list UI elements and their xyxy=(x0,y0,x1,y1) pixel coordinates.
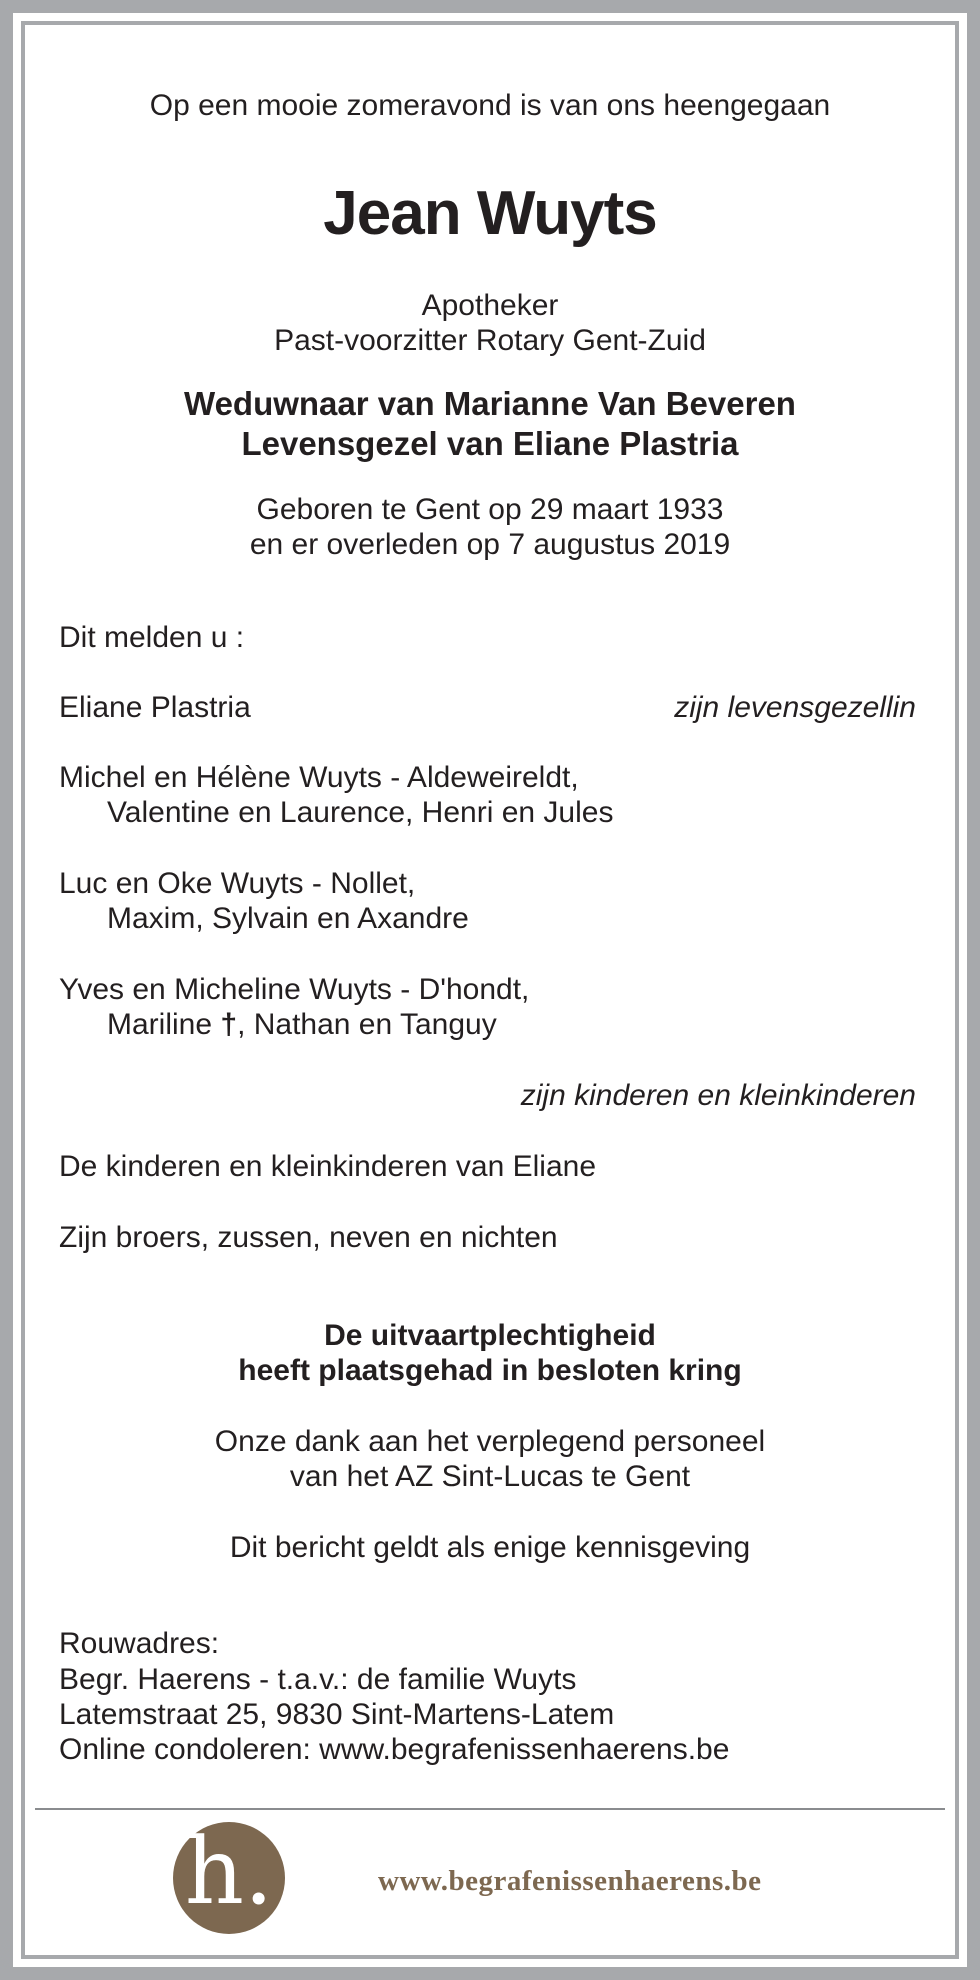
cross-icon: † xyxy=(220,1008,238,1041)
death-date: en er overleden op 7 augustus 2019 xyxy=(249,528,731,561)
thanks-line-1: Onze dank aan het verplegend personeel xyxy=(214,1425,766,1458)
address-line-3[interactable]: Online condoleren: www.begrafenissenhaerens.be xyxy=(59,1733,730,1766)
grandchild-name: Mariline xyxy=(107,1008,213,1041)
title-rotary: Past-voorzitter Rotary Gent-Zuid xyxy=(274,324,706,357)
address-line-2: Latemstraat 25, 9830 Sint-Martens-Latem xyxy=(59,1698,615,1731)
families-role: zijn kinderen en kleinkinderen xyxy=(520,1079,916,1112)
notice-text: Dit bericht geldt als enige kennisgeving xyxy=(229,1531,751,1564)
intro-text: Op een mooie zomeravond is van ons heengegaan xyxy=(149,89,831,122)
title-profession: Apotheker xyxy=(421,289,559,322)
family-1-grandchildren: Valentine en Laurence, Henri en Jules xyxy=(107,796,614,829)
address-label: Rouwadres: xyxy=(59,1627,220,1660)
family-1-parents: Michel en Hélène Wuyts - Aldeweireldt, xyxy=(59,761,579,794)
logo-letter: h. xyxy=(184,1818,274,1925)
footer-divider xyxy=(35,1808,945,1810)
announce-label: Dit melden u : xyxy=(59,621,245,654)
grandchildren-rest: , Nathan en Tanguy xyxy=(237,1008,497,1041)
family-2-parents: Luc en Oke Wuyts - Nollet, xyxy=(59,867,416,900)
funeral-line-1: De uitvaartplechtigheid xyxy=(324,1319,656,1352)
thanks-line-2: van het AZ Sint-Lucas te Gent xyxy=(289,1460,691,1493)
partner-name: Eliane Plastria xyxy=(59,691,251,724)
family-3-grandchildren xyxy=(59,1007,497,1043)
address-line-1: Begr. Haerens - t.a.v.: de familie Wuyts xyxy=(59,1663,577,1696)
birth-date: Geboren te Gent op 29 maart 1933 xyxy=(256,493,724,526)
family-3-parents: Yves en Micheline Wuyts - D'hondt, xyxy=(59,973,530,1006)
haerens-logo xyxy=(173,1818,285,1934)
other-family-1: De kinderen en kleinkinderen van Eliane xyxy=(59,1150,597,1183)
deceased-name: Jean Wuyts xyxy=(323,179,657,248)
other-family-2: Zijn broers, zussen, neven en nichten xyxy=(59,1221,558,1254)
relation-widower: Weduwnaar van Marianne Van Beveren xyxy=(184,385,796,422)
family-2-grandchildren: Maxim, Sylvain en Axandre xyxy=(107,902,469,935)
relation-partner: Levensgezel van Eliane Plastria xyxy=(241,425,739,462)
funeral-line-2: heeft plaatsgehad in besloten kring xyxy=(238,1354,742,1387)
partner-role: zijn levensgezellin xyxy=(674,691,916,724)
footer-website-link[interactable]: www.begrafenissenhaerens.be xyxy=(378,1865,762,1897)
